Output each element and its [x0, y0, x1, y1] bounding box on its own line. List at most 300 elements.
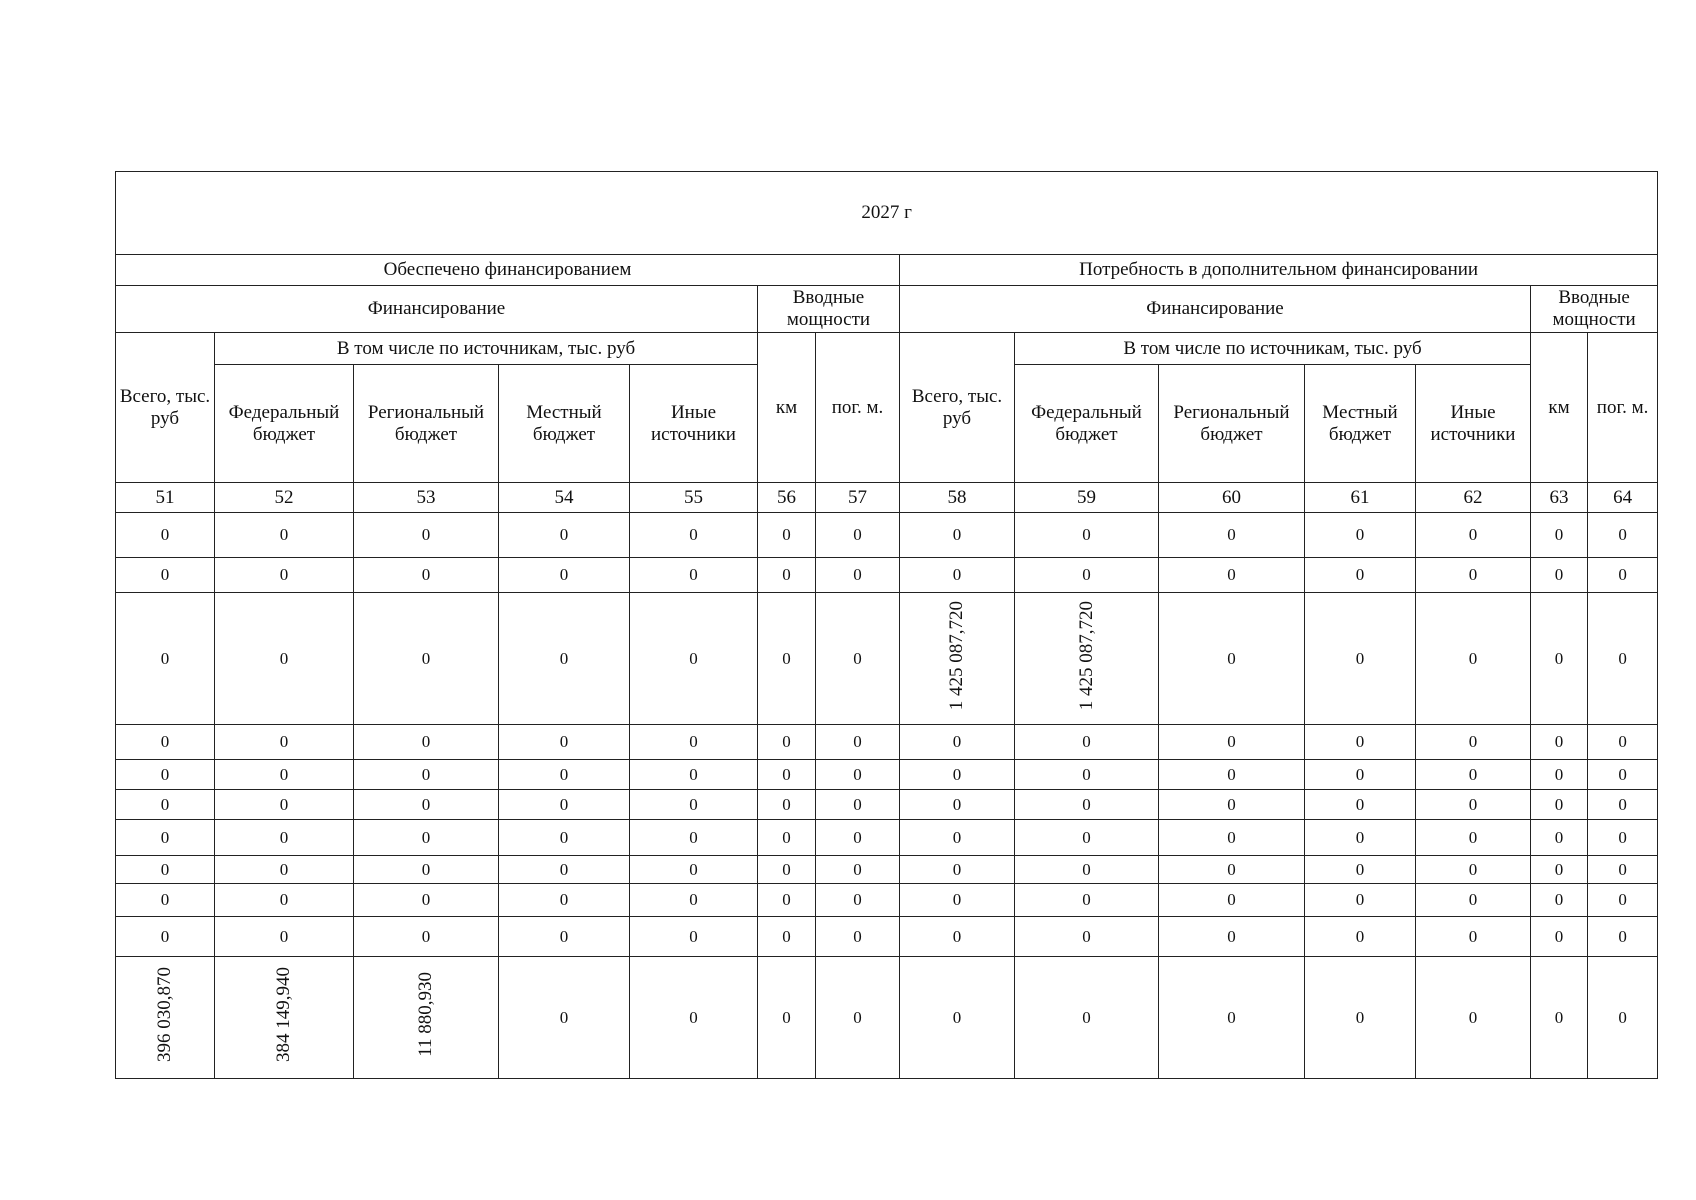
table-cell	[1015, 790, 1159, 820]
table-cell	[1588, 593, 1658, 725]
table-cell	[215, 593, 354, 725]
table-cell	[116, 760, 215, 790]
cell-value: 0	[1227, 565, 1236, 585]
table-cell	[354, 856, 499, 884]
cell-value: 0	[279, 732, 289, 752]
table-cell	[1416, 558, 1531, 593]
cell-value: 0	[689, 926, 698, 946]
cell-value: 11 880,930	[415, 972, 437, 1057]
cell-value: 0	[782, 794, 791, 814]
km-heading-left: км	[758, 333, 816, 483]
table-row	[116, 790, 1658, 820]
cell-value: 0	[1554, 827, 1564, 847]
table-cell	[354, 917, 499, 957]
table-cell	[630, 725, 758, 760]
cell-value: 0	[1355, 764, 1365, 784]
table-row	[116, 856, 1658, 884]
cell-value: 0	[952, 764, 962, 784]
table-cell	[1588, 760, 1658, 790]
table-row	[116, 558, 1658, 593]
cell-value: 0	[1355, 890, 1365, 910]
table-cell	[1416, 760, 1531, 790]
cell-value: 0	[782, 827, 791, 847]
federal-heading-right: Федеральный бюджет	[1015, 365, 1159, 483]
table-cell	[1416, 513, 1531, 558]
cell-value: 0	[1355, 732, 1365, 752]
cell-value: 0	[1355, 859, 1365, 879]
cell-value: 0	[1227, 890, 1236, 910]
cell-value: 0	[559, 890, 569, 910]
table-cell	[354, 558, 499, 593]
table-cell	[499, 957, 630, 1079]
table-cell	[630, 957, 758, 1079]
table-cell	[354, 884, 499, 917]
table-cell	[116, 957, 215, 1079]
table-cell	[1159, 884, 1305, 917]
table-row	[116, 513, 1658, 558]
cell-value: 1 425 087,720	[1075, 600, 1097, 711]
cell-value: 0	[279, 764, 289, 784]
cell-value: 0	[1227, 1007, 1236, 1027]
table-cell	[215, 513, 354, 558]
header-row-year	[116, 172, 1658, 255]
table-cell	[1159, 593, 1305, 725]
cell-value: 0	[689, 732, 698, 752]
cell-value: 0	[782, 648, 791, 668]
table-cell	[816, 725, 900, 760]
cell-value: 0	[1554, 732, 1564, 752]
table-cell	[1531, 884, 1588, 917]
cell-value: 0	[1082, 764, 1091, 784]
table-cell	[499, 884, 630, 917]
table-cell	[116, 725, 215, 760]
cell-value: 0	[1082, 1007, 1091, 1027]
cell-value: 0	[952, 732, 962, 752]
column-number: 51	[116, 483, 215, 513]
table-cell	[1305, 725, 1416, 760]
cell-value: 0	[421, 859, 431, 879]
cell-value: 0	[559, 648, 569, 668]
table-cell	[900, 725, 1015, 760]
column-number: 59	[1015, 483, 1159, 513]
table-cell	[116, 593, 215, 725]
table-cell	[354, 820, 499, 856]
table-cell	[354, 760, 499, 790]
cell-value: 0	[1468, 565, 1478, 585]
cell-value: 0	[1082, 525, 1091, 545]
cell-value: 0	[279, 926, 289, 946]
table-cell	[630, 856, 758, 884]
cell-value: 0	[559, 827, 569, 847]
table-cell	[630, 820, 758, 856]
table-cell	[900, 884, 1015, 917]
table-row	[116, 760, 1658, 790]
header-row-sources	[116, 333, 1658, 365]
table-cell	[1305, 820, 1416, 856]
cell-value: 0	[689, 525, 698, 545]
cell-value: 0	[1227, 648, 1236, 668]
cell-value: 0	[689, 1007, 698, 1027]
pog-m-heading-right: пог. м.	[1588, 333, 1658, 483]
cell-value: 0	[1355, 1007, 1365, 1027]
cell-value: 0	[279, 890, 289, 910]
cell-value: 0	[1618, 859, 1627, 879]
cell-value: 0	[1468, 764, 1478, 784]
cell-value: 0	[421, 565, 431, 585]
header-row-financing	[116, 286, 1658, 333]
table-cell	[1159, 957, 1305, 1079]
table-cell	[1015, 725, 1159, 760]
cell-value: 1 425 087,720	[946, 600, 968, 711]
table-body	[116, 172, 1658, 1079]
cell-value: 0	[1468, 827, 1478, 847]
table-cell	[630, 790, 758, 820]
table-cell	[1588, 725, 1658, 760]
cell-value: 0	[1618, 890, 1627, 910]
header-row-groups	[116, 255, 1658, 286]
column-number: 58	[900, 483, 1015, 513]
table-cell	[499, 820, 630, 856]
table-cell	[900, 820, 1015, 856]
cell-value: 0	[952, 827, 962, 847]
cell-value: 0	[853, 794, 862, 814]
table-cell	[215, 884, 354, 917]
cell-value: 0	[1554, 794, 1564, 814]
column-number: 64	[1588, 483, 1658, 513]
table-cell	[900, 856, 1015, 884]
cell-value: 0	[1468, 648, 1478, 668]
table-cell	[758, 917, 816, 957]
table-cell	[354, 957, 499, 1079]
sources-heading-right: В том числе по источникам, тыс. руб	[1015, 333, 1531, 365]
table-cell	[1588, 917, 1658, 957]
cell-value: 0	[559, 859, 569, 879]
table-cell	[630, 513, 758, 558]
table-cell	[1015, 593, 1159, 725]
cell-value: 0	[559, 732, 569, 752]
cell-value: 0	[782, 890, 791, 910]
table-cell	[1015, 856, 1159, 884]
cell-value: 0	[1618, 525, 1627, 545]
table-cell	[1531, 593, 1588, 725]
table-cell	[900, 513, 1015, 558]
table-cell	[1305, 917, 1416, 957]
cell-value: 0	[1618, 827, 1627, 847]
table-cell	[1531, 760, 1588, 790]
cell-value: 0	[279, 827, 289, 847]
table-cell	[1015, 558, 1159, 593]
cell-value: 0	[559, 764, 569, 784]
cell-value: 0	[559, 565, 569, 585]
cell-value: 0	[1554, 565, 1564, 585]
cell-value: 0	[421, 827, 431, 847]
table-cell	[1015, 957, 1159, 1079]
km-heading-right: км	[1531, 333, 1588, 483]
cell-value: 0	[279, 565, 289, 585]
cell-value: 0	[1355, 794, 1365, 814]
cell-value: 0	[952, 565, 962, 585]
cell-value: 0	[952, 859, 962, 879]
total-heading-right: Всего, тыс. руб	[900, 333, 1015, 483]
cell-value: 0	[1554, 926, 1564, 946]
table-cell	[1416, 957, 1531, 1079]
table-cell	[1588, 558, 1658, 593]
cell-value: 0	[1554, 859, 1564, 879]
federal-heading-left: Федеральный бюджет	[215, 365, 354, 483]
column-number: 53	[354, 483, 499, 513]
table-cell	[499, 856, 630, 884]
cell-value: 0	[1355, 926, 1365, 946]
table-cell	[816, 558, 900, 593]
cell-value: 0	[853, 732, 862, 752]
column-number: 54	[499, 483, 630, 513]
table-cell	[1015, 884, 1159, 917]
cell-value: 0	[1227, 859, 1236, 879]
cell-value: 0	[160, 859, 170, 879]
table-cell	[900, 957, 1015, 1079]
table-row	[116, 957, 1658, 1079]
table-cell	[816, 820, 900, 856]
cell-value: 0	[1554, 525, 1564, 545]
cell-value: 0	[1227, 525, 1236, 545]
table-cell	[116, 513, 215, 558]
cell-value: 0	[1618, 648, 1627, 668]
table-cell	[1416, 820, 1531, 856]
cell-value: 0	[421, 890, 431, 910]
table-cell	[1159, 790, 1305, 820]
cell-value: 0	[853, 890, 862, 910]
cell-value: 0	[1618, 1007, 1627, 1027]
table-cell	[1588, 790, 1658, 820]
table-cell	[1305, 513, 1416, 558]
table-cell	[1531, 957, 1588, 1079]
cell-value: 0	[1227, 732, 1236, 752]
cell-value: 0	[1082, 859, 1091, 879]
table-cell	[116, 790, 215, 820]
cell-value: 0	[952, 525, 962, 545]
table-cell	[1416, 790, 1531, 820]
table-cell	[758, 558, 816, 593]
cell-value: 0	[952, 794, 962, 814]
cell-value: 0	[689, 859, 698, 879]
cell-value: 0	[1082, 794, 1091, 814]
capacities-heading-right: Вводные мощности	[1531, 286, 1658, 333]
total-heading-left: Всего, тыс. руб	[116, 333, 215, 483]
table-cell	[1531, 513, 1588, 558]
column-number-row	[116, 483, 1658, 513]
table-cell	[1416, 593, 1531, 725]
cell-value: 0	[1618, 926, 1627, 946]
group-funded-heading: Обеспечено финансированием	[116, 255, 900, 286]
table-cell	[499, 917, 630, 957]
cell-value: 0	[421, 732, 431, 752]
table-cell	[116, 558, 215, 593]
table-row	[116, 820, 1658, 856]
financing-heading-left: Финансирование	[116, 286, 758, 333]
cell-value: 0	[1554, 648, 1564, 668]
cell-value: 0	[559, 794, 569, 814]
table-cell	[215, 820, 354, 856]
table-cell	[900, 593, 1015, 725]
cell-value: 0	[853, 859, 862, 879]
cell-value: 0	[1554, 890, 1564, 910]
cell-value: 0	[1468, 1007, 1478, 1027]
table-row	[116, 725, 1658, 760]
table-cell	[758, 957, 816, 1079]
table-cell	[354, 725, 499, 760]
cell-value: 0	[279, 859, 289, 879]
cell-value: 0	[421, 648, 431, 668]
cell-value: 0	[160, 648, 170, 668]
cell-value: 0	[279, 525, 289, 545]
cell-value: 0	[1082, 565, 1091, 585]
table-cell	[215, 957, 354, 1079]
table-cell	[1531, 725, 1588, 760]
cell-value: 0	[1468, 926, 1478, 946]
table-cell	[1159, 917, 1305, 957]
cell-value: 0	[952, 890, 962, 910]
table-cell	[1416, 856, 1531, 884]
cell-value: 0	[160, 827, 170, 847]
table-cell	[758, 856, 816, 884]
cell-value: 0	[1082, 890, 1091, 910]
table-cell	[1588, 820, 1658, 856]
cell-value: 0	[952, 1007, 962, 1027]
cell-value: 384 149,940	[273, 967, 295, 1063]
other-heading-right: Иные источники	[1416, 365, 1531, 483]
table-cell	[900, 790, 1015, 820]
table-cell	[1305, 957, 1416, 1079]
table-cell	[758, 593, 816, 725]
sources-heading-left: В том числе по источникам, тыс. руб	[215, 333, 758, 365]
table-cell	[215, 725, 354, 760]
table-cell	[215, 856, 354, 884]
column-number: 57	[816, 483, 900, 513]
cell-value: 0	[1355, 648, 1365, 668]
table-cell	[1531, 558, 1588, 593]
table-cell	[1305, 790, 1416, 820]
group-needed-heading: Потребность в дополнительном финансировании	[900, 255, 1658, 286]
table-cell	[1159, 513, 1305, 558]
table-cell	[215, 760, 354, 790]
cell-value: 0	[1082, 732, 1091, 752]
cell-value: 0	[1227, 926, 1236, 946]
table-cell	[1416, 917, 1531, 957]
cell-value: 0	[160, 525, 170, 545]
cell-value: 0	[952, 926, 962, 946]
pog-m-heading-left: пог. м.	[816, 333, 900, 483]
cell-value: 0	[1227, 827, 1236, 847]
table-cell	[1305, 593, 1416, 725]
table-cell	[1305, 558, 1416, 593]
table-cell	[1015, 820, 1159, 856]
cell-value: 0	[160, 794, 170, 814]
cell-value: 0	[689, 648, 698, 668]
table-cell	[116, 917, 215, 957]
table-cell	[1159, 558, 1305, 593]
table-cell	[1416, 725, 1531, 760]
table-cell	[758, 513, 816, 558]
column-number: 61	[1305, 483, 1416, 513]
cell-value: 0	[279, 648, 289, 668]
table-cell	[900, 558, 1015, 593]
table-cell	[816, 917, 900, 957]
table-cell	[354, 593, 499, 725]
table-cell	[758, 884, 816, 917]
table-cell	[1588, 957, 1658, 1079]
cell-value: 0	[421, 926, 431, 946]
cell-value: 0	[421, 794, 431, 814]
cell-value: 0	[782, 1007, 791, 1027]
table-cell	[499, 513, 630, 558]
table-cell	[900, 917, 1015, 957]
cell-value: 0	[853, 525, 862, 545]
cell-value: 0	[1554, 1007, 1564, 1027]
table-cell	[499, 593, 630, 725]
table-cell	[816, 513, 900, 558]
column-number: 62	[1416, 483, 1531, 513]
financing-heading-right: Финансирование	[900, 286, 1531, 333]
cell-value: 0	[782, 764, 791, 784]
table-row	[116, 593, 1658, 725]
table-cell	[630, 884, 758, 917]
table-cell	[1416, 884, 1531, 917]
column-number: 55	[630, 483, 758, 513]
table-cell	[758, 820, 816, 856]
column-number: 52	[215, 483, 354, 513]
cell-value: 0	[1468, 732, 1478, 752]
cell-value: 0	[160, 732, 170, 752]
table-cell	[816, 790, 900, 820]
cell-value: 0	[160, 890, 170, 910]
cell-value: 0	[853, 827, 862, 847]
cell-value: 0	[160, 926, 170, 946]
table-cell	[1531, 856, 1588, 884]
table-cell	[630, 593, 758, 725]
column-number: 56	[758, 483, 816, 513]
column-number: 63	[1531, 483, 1588, 513]
table-cell	[499, 558, 630, 593]
table-cell	[1305, 856, 1416, 884]
cell-value: 0	[1554, 764, 1564, 784]
table-cell	[499, 760, 630, 790]
table-row	[116, 917, 1658, 957]
regional-heading-left: Региональный бюджет	[354, 365, 499, 483]
cell-value: 0	[782, 565, 791, 585]
table-cell	[816, 884, 900, 917]
local-heading-left: Местный бюджет	[499, 365, 630, 483]
table-cell	[816, 593, 900, 725]
table-cell	[499, 725, 630, 760]
table-cell	[499, 790, 630, 820]
table-cell	[816, 856, 900, 884]
cell-value: 0	[1082, 827, 1091, 847]
table-cell	[1159, 725, 1305, 760]
cell-value: 0	[689, 890, 698, 910]
table-cell	[816, 760, 900, 790]
financing-table	[115, 171, 1658, 1079]
cell-value: 0	[689, 794, 698, 814]
cell-value: 0	[1618, 794, 1627, 814]
table-cell	[1159, 856, 1305, 884]
table-cell	[1531, 790, 1588, 820]
table-cell	[1159, 820, 1305, 856]
cell-value: 0	[782, 859, 791, 879]
table-cell	[1159, 760, 1305, 790]
cell-value: 0	[1355, 565, 1365, 585]
cell-value: 0	[1355, 525, 1365, 545]
column-number: 60	[1159, 483, 1305, 513]
